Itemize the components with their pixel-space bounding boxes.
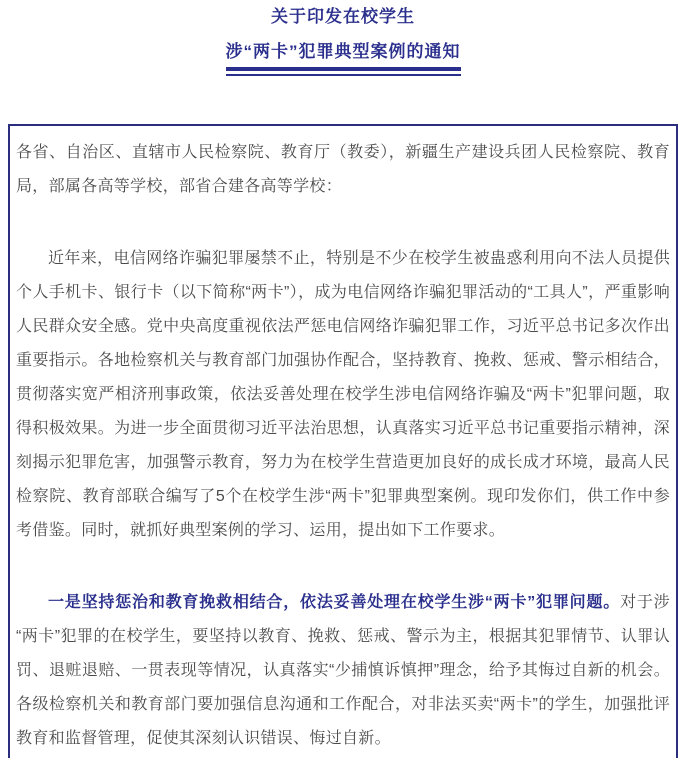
salutation-paragraph: 各省、自治区、直辖市人民检察院、教育厅（教委），新疆生产建设兵团人民检察院、教育局，部属各高等学校，部省合建各高等学校： xyxy=(16,144,670,195)
requirement-lead: 一是坚持惩治和教育挽救相结合，依法妥善处理在校学生涉“两卡”犯罪问题。 xyxy=(48,594,621,611)
notice-title xyxy=(0,7,686,76)
title-underline xyxy=(226,67,461,76)
title-line-2 xyxy=(226,42,461,76)
title-line-2-text: 涉“两卡”犯罪典型案例的通知 xyxy=(225,42,461,61)
title-line-2-row xyxy=(0,42,686,76)
requirement-paragraph xyxy=(16,586,670,756)
notice-page xyxy=(0,7,686,758)
intro-paragraph: 近年来，电信网络诈骗犯罪屡禁不止，特别是不少在校学生被蛊惑利用向不法人员提供个人手机卡、银行卡（以下简称“两卡”），成为电信网络诈骗犯罪活动的“工具人”，严重影响人民群众安全感。党中央高度重视依法严惩电信网络诈骗犯罪工作，习近平总书记多次作出重要指示。各地检察机关与教育部门加强协作配合，坚持教育、挽救、惩戒、警示相结合，贯彻落实宽严相济刑事政策，依法妥善处理在校学生涉电信网络诈骗及“两卡”犯罪问题，取得积极效果。为进一步全面贯彻习近平法治思想，认真落实习近平总书记重要指示精神，深刻揭示犯罪危害，加强警示教育，努力为在校学生营造更加良好的成长成才环境，最高人民检察院、教育部联合编写了5个在校学生涉“两卡”犯罪典型案例。现印发你们，供工作中参考借鉴。同时，就抓好典型案例的学习、运用，提出如下工作要求。 xyxy=(16,250,670,539)
title-line-1: 关于印发在校学生 xyxy=(271,7,415,26)
notice-body-box xyxy=(8,124,678,758)
requirement-rest: 对于涉“两卡”犯罪的在校学生，要坚持以教育、挽救、惩戒、警示为主，根据其犯罪情节、认罪认罚、退赃退赔、一贯表现等情况，认真落实“少捕慎诉慎押”理念，给予其悔过自新的机会。各级检察机关和教育部门要加强信息沟通和工作配合，对非法买卖“两卡”的学生，加强批评教育和监督管理，促使其深刻认识错误、悔过自新。 xyxy=(16,594,670,747)
